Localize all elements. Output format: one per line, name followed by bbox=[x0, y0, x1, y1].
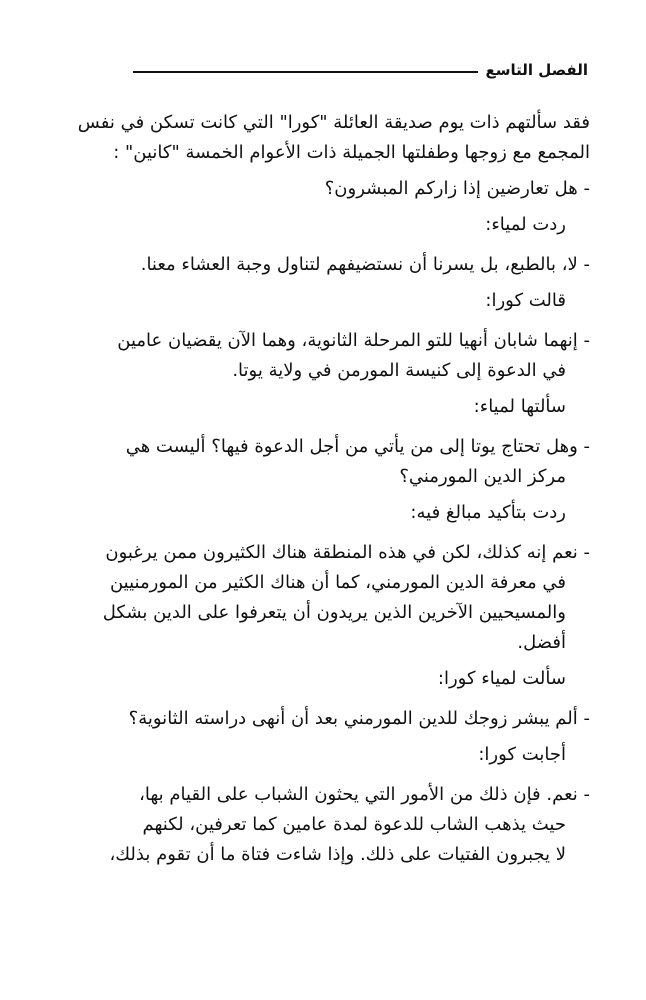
paragraph-line: المجمع مع زوجها وطفلتها الجميلة ذات الأعوام الخمسة "كانين" : bbox=[113, 142, 590, 163]
speaker-line: ردت لمياء: bbox=[485, 214, 566, 235]
dialog-continuation-line: مركز الدين المورمني؟ bbox=[399, 466, 566, 487]
header-rule bbox=[133, 71, 478, 73]
speaker-line: سألت لمياء كورا: bbox=[437, 668, 566, 689]
paragraph-line: فقد سألتهم ذات يوم صديقة العائلة "كورا" التي كانت تسكن في نفس bbox=[77, 112, 590, 133]
dialog-continuation-line: لا يجبرون الفتيات على ذلك. وإذا شاءت فتاة ما أن تقوم بذلك، bbox=[109, 844, 566, 865]
dialog-continuation-line: في الدعوة إلى كنيسة المورمن في ولاية يوتا. bbox=[232, 360, 566, 381]
dialog-continuation-line: في معرفة الدين المورمني، كما أن هناك الكثير من المورمنيين bbox=[109, 572, 566, 593]
dialog-line: - نعم إنه كذلك، لكن في هذه المنطقة هناك الكثيرون ممن يرغبون bbox=[105, 542, 590, 563]
dialog-continuation-line: حيث يذهب الشاب للدعوة لمدة عامين كما تعرفين، لكنهم bbox=[142, 814, 566, 835]
speaker-line: قالت كورا: bbox=[485, 290, 566, 311]
speaker-line: ردت بتأكيد مبالغ فيه: bbox=[410, 502, 566, 523]
dialog-continuation-line: أفضل. bbox=[517, 632, 566, 653]
page-header bbox=[133, 56, 588, 84]
chapter-title: الفصل التاسع bbox=[485, 61, 588, 79]
dialog-line: - نعم. فإن ذلك من الأمور التي يحثون الشباب على القيام بها، bbox=[139, 784, 590, 805]
dialog-line: - هل تعارضين إذا زاركم المبشرون؟ bbox=[324, 178, 590, 199]
dialog-continuation-line: والمسيحيين الآخرين الذين يريدون أن يتعرفوا على الدين بشكل bbox=[102, 602, 566, 623]
speaker-line: أجابت كورا: bbox=[478, 744, 566, 765]
dialog-line: - إنهما شابان أنهيا للتو المرحلة الثانوية، وهما الآن يقضيان عامين bbox=[117, 330, 590, 351]
speaker-line: سألتها لمياء: bbox=[473, 396, 566, 417]
dialog-line: - ألم يبشر زوجك للدين المورمني بعد أن أنهى دراسته الثانوية؟ bbox=[128, 708, 590, 729]
dialog-line: - لا، بالطبع، بل يسرنا أن نستضيفهم لتناول وجبة العشاء معنا. bbox=[140, 254, 590, 275]
dialog-line: - وهل تحتاج يوتا إلى من يأتي من أجل الدعوة فيها؟ أليست هي bbox=[125, 436, 590, 457]
text-body bbox=[40, 108, 590, 870]
